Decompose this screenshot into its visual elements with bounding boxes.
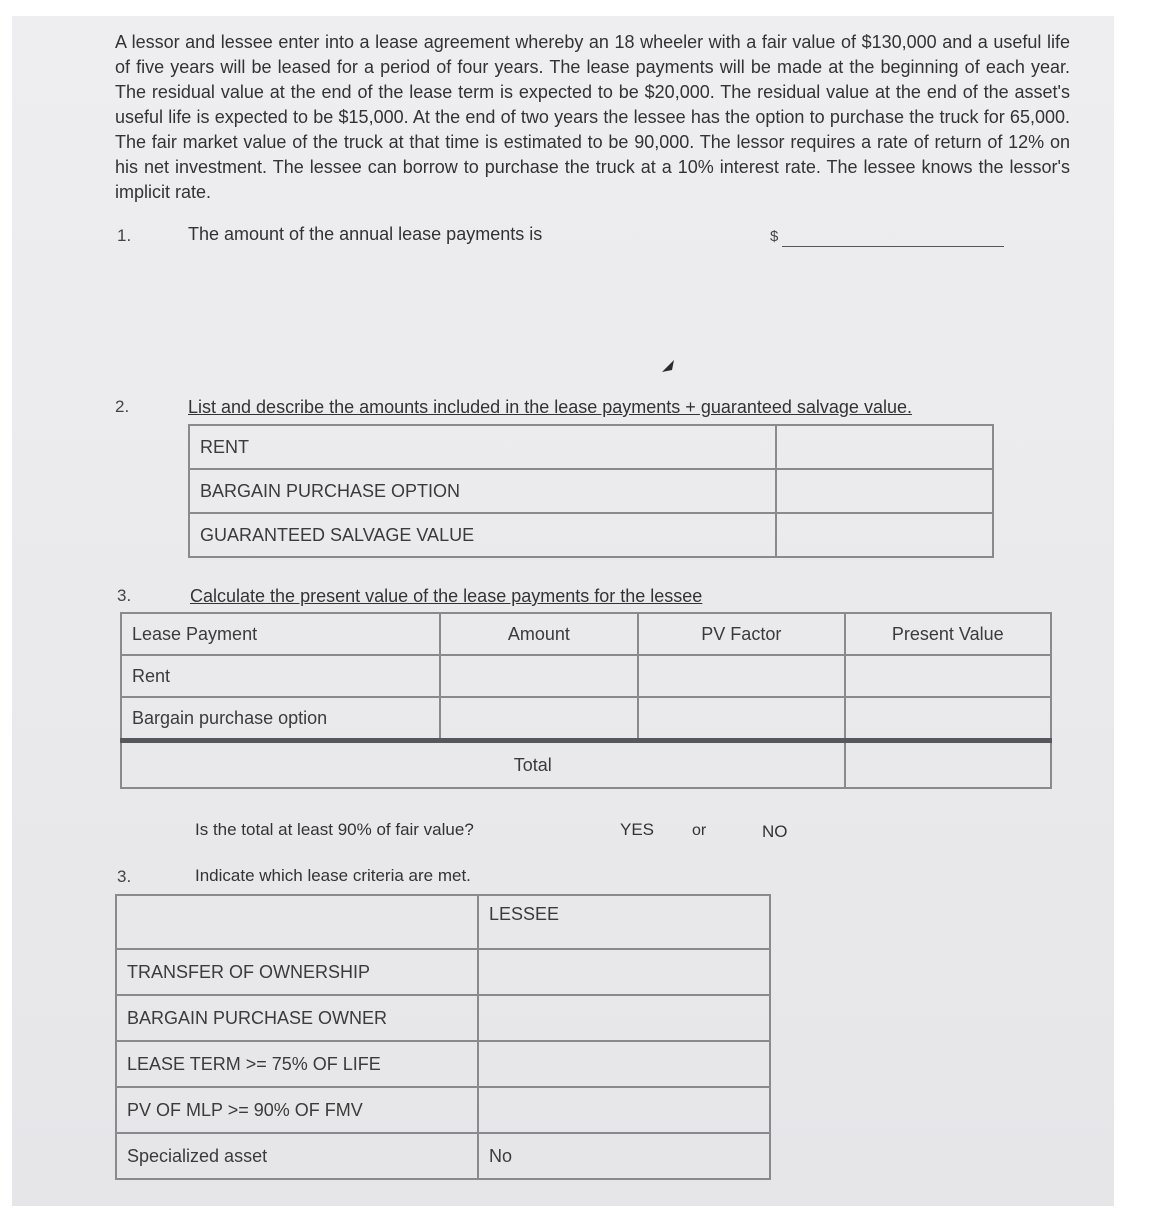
question-4-text: Indicate which lease criteria are met. <box>195 866 471 885</box>
criteria-specialized-asset: Specialized asset <box>116 1133 478 1179</box>
present-value-cell-rent[interactable] <box>845 655 1051 697</box>
question-4-number: 3. <box>117 867 132 886</box>
row-label-bargain-purchase-option: Bargain purchase option <box>121 697 440 741</box>
table-header-row <box>121 613 1051 655</box>
row-label-rent: Rent <box>121 655 440 697</box>
lessee-cell-transfer[interactable] <box>478 949 770 995</box>
table-row <box>116 1133 770 1179</box>
table-header-row <box>116 895 770 949</box>
pv-factor-cell-bargain[interactable] <box>638 697 844 741</box>
total-label: Total <box>121 741 845 789</box>
problem-statement: A lessor and lessee enter into a lease agreement whereby an 18 wheeler with a fair value of $130,000 and a useful life of five years will be leased for a period of four years. The lease payments will be made at the beginning of each year. The residual value at the end of the lease term is expected to be $20,000. The residual value at the end of the asset's useful life is expected to be $15,000. At the end of two years the lessee has the option to purchase the truck for 65,000. The fair market value of the truck at that time is estimated to be 90,000. The lessor requires a rate of return of 12% on his net investment. The lessee can borrow to purchase the truck at a 10% interest rate. The lessee knows the lessor's implicit rate. <box>115 32 1070 202</box>
amount-cell-rent[interactable] <box>440 655 638 697</box>
table-row <box>116 995 770 1041</box>
or-text: or <box>692 822 707 839</box>
question-1-text: The amount of the annual lease payments is <box>188 224 543 244</box>
question-1-number: 1. <box>117 226 132 245</box>
present-value-cell-bargain[interactable] <box>845 697 1051 741</box>
header-amount: Amount <box>440 613 638 655</box>
header-lessee: LESSEE <box>478 895 770 949</box>
header-pv-factor: PV Factor <box>638 613 844 655</box>
question-2-text: List and describe the amounts included in the lease payments + guaranteed salvage value. <box>188 397 912 417</box>
ninety-percent-question: Is the total at least 90% of fair value? <box>195 820 474 839</box>
question-3-number: 3. <box>117 586 132 605</box>
table-row <box>116 1041 770 1087</box>
answer-blank-annual-payment[interactable] <box>782 246 1004 247</box>
dollar-sign: $ <box>770 228 779 245</box>
row-label-guaranteed-salvage-value: GUARANTEED SALVAGE VALUE <box>189 513 776 557</box>
lessee-cell-bargain[interactable] <box>478 995 770 1041</box>
answer-cell-bargain-purchase-option[interactable] <box>776 469 993 513</box>
table-row <box>121 697 1051 741</box>
criteria-lease-term: LEASE TERM >= 75% OF LIFE <box>116 1041 478 1087</box>
pv-factor-cell-rent[interactable] <box>638 655 844 697</box>
table-row <box>189 425 993 469</box>
answer-cell-rent[interactable] <box>776 425 993 469</box>
header-blank <box>116 895 478 949</box>
table-row <box>121 655 1051 697</box>
row-label-bargain-purchase-option: BARGAIN PURCHASE OPTION <box>189 469 776 513</box>
present-value-table <box>120 612 1052 789</box>
no-option[interactable]: NO <box>762 822 788 841</box>
criteria-pv-mlp: PV OF MLP >= 90% OF FMV <box>116 1087 478 1133</box>
table-row <box>189 513 993 557</box>
row-label-rent: RENT <box>189 425 776 469</box>
lessee-cell-lease-term[interactable] <box>478 1041 770 1087</box>
yes-option[interactable]: YES <box>620 820 655 839</box>
question-3-text: Calculate the present value of the lease payments for the lessee <box>190 586 703 606</box>
amount-cell-bargain[interactable] <box>440 697 638 741</box>
answer-cell-guaranteed-salvage-value[interactable] <box>776 513 993 557</box>
table-row <box>116 949 770 995</box>
header-present-value: Present Value <box>845 613 1051 655</box>
criteria-bargain-purchase: BARGAIN PURCHASE OWNER <box>116 995 478 1041</box>
present-value-total-cell[interactable] <box>845 741 1051 789</box>
table-row <box>189 469 993 513</box>
lease-criteria-table <box>115 894 771 1180</box>
lessee-cell-pv-mlp[interactable] <box>478 1087 770 1133</box>
table-row <box>116 1087 770 1133</box>
table-total-row <box>121 741 1051 789</box>
criteria-transfer-of-ownership: TRANSFER OF OWNERSHIP <box>116 949 478 995</box>
mouse-cursor-icon <box>660 358 678 376</box>
lessee-cell-specialized[interactable]: No <box>478 1133 770 1179</box>
lease-amounts-table <box>188 424 994 558</box>
question-2-number: 2. <box>115 397 130 416</box>
header-lease-payment: Lease Payment <box>121 613 440 655</box>
